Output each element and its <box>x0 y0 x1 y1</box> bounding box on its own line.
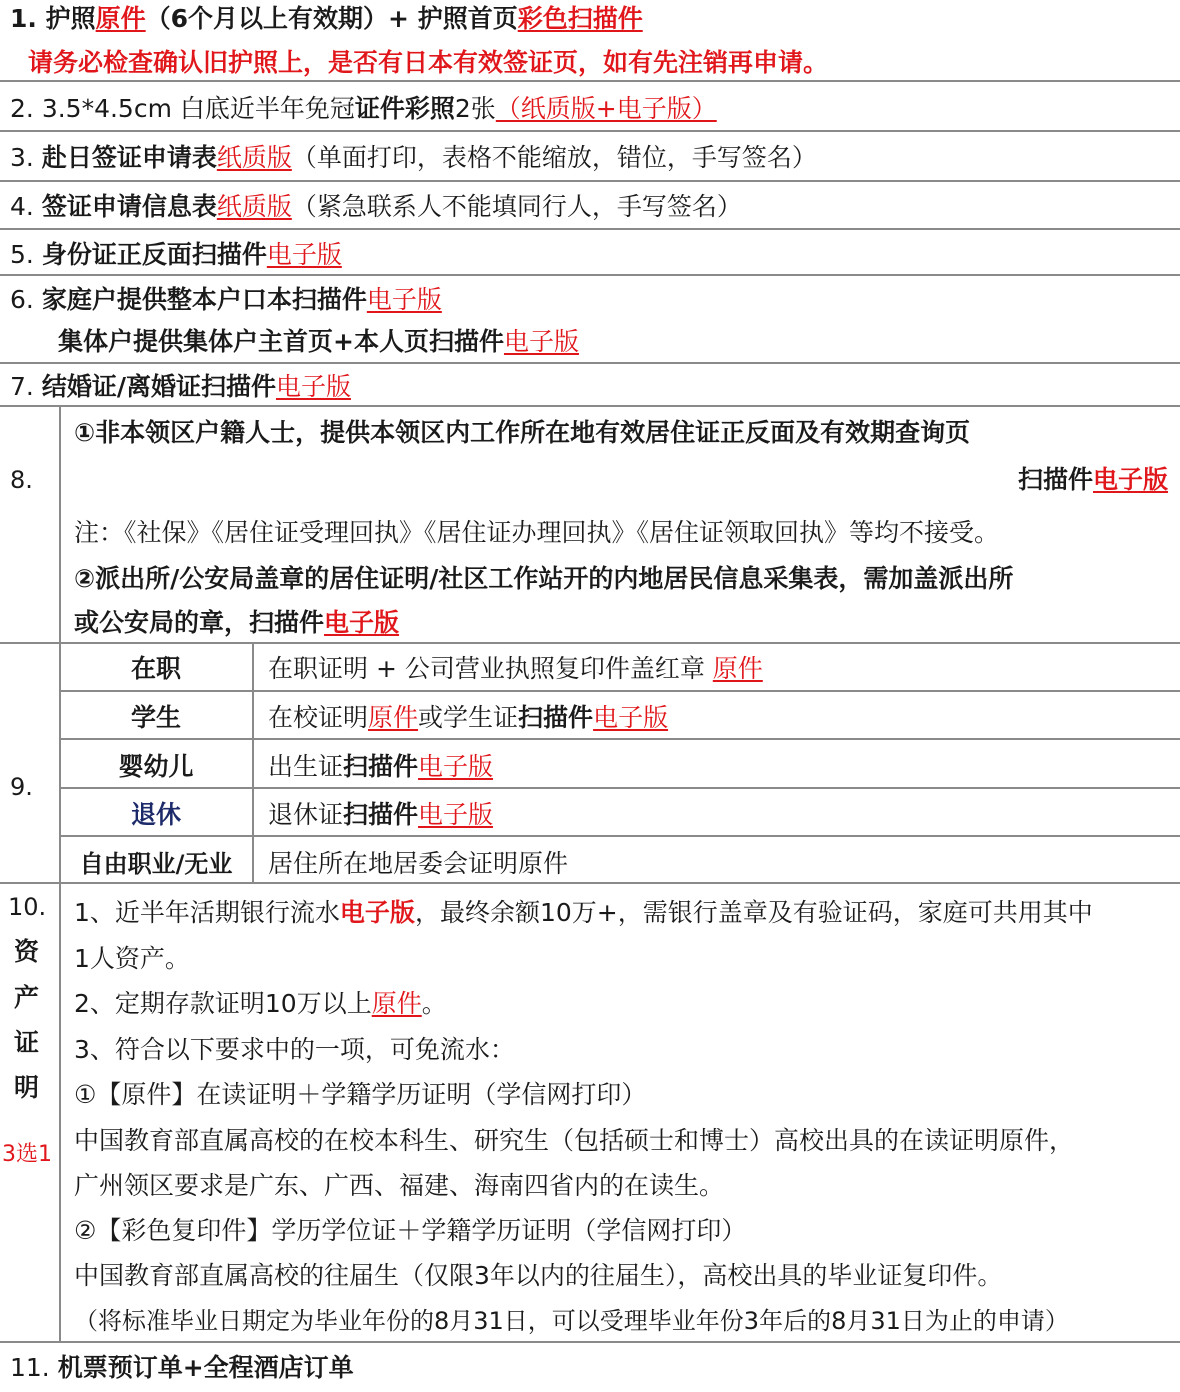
row-desc: 在校证明 <box>268 703 369 732</box>
item-1-warning: 请务必检查确认旧护照上，是否有日本有效签证页，如有先注销再申请。 <box>28 48 829 77</box>
item-10-line-3 <box>74 987 447 1021</box>
item-8-line-5 <box>74 606 399 640</box>
item-8-line-4: ②派出所/公安局盖章的居住证明/社区工作站开的内地居民信息采集表，需加盖派出所 <box>74 564 1014 593</box>
item-1-line <box>10 2 643 36</box>
item-3 <box>10 141 817 175</box>
item-10-line-9: 中国教育部直属高校的往届生（仅限3年以内的往届生），高校出具的毕业证复印件。 <box>74 1261 1003 1290</box>
item-2-photo: 证件彩照 <box>354 94 455 123</box>
category-freelance: 自由职业/无业 <box>79 850 233 878</box>
item-8-text-5: 或公安局的章，扫描件 <box>74 608 325 637</box>
item-10-line-8: ②【彩色复印件】学历学位证＋学籍学历证明（学信网打印） <box>74 1216 747 1245</box>
label-char: 证 <box>14 1028 40 1057</box>
item-number: 3. <box>10 143 34 172</box>
item-4-note: （紧急联系人不能填同行人，手写签名） <box>291 192 742 221</box>
item-number: 8. <box>10 466 33 494</box>
category-employed: 在职 <box>130 654 181 683</box>
item-4-text: 签证申请信息表 <box>41 192 217 221</box>
row-desc: 在职证明 + 公司营业执照复印件盖红章 <box>268 654 713 683</box>
row-divider <box>60 835 1180 837</box>
divider <box>0 228 1180 230</box>
row-divider <box>60 690 1180 692</box>
original-tag: 原件 <box>368 703 419 732</box>
electronic-tag: 电子版 <box>339 898 415 927</box>
item-6-line-1 <box>10 283 442 317</box>
electronic-tag: 电子版 <box>593 703 669 732</box>
row-desc: 出生证 <box>268 752 344 781</box>
label-char: 产 <box>14 983 40 1012</box>
item-3-note: （单面打印，表格不能缩放，错位，手写签名） <box>291 143 817 172</box>
row-divider <box>60 787 1180 789</box>
item-number: 11. <box>10 1353 50 1382</box>
divider <box>0 362 1180 364</box>
text: 2、定期存款证明10万以上 <box>74 989 372 1018</box>
scan-label: 扫描件 <box>518 703 594 732</box>
divider <box>0 80 1180 82</box>
item-1-text: 护照 <box>45 4 96 33</box>
item-10-line-10: （将标准毕业日期定为毕业年份的8月31日，可以受理毕业年份3年后的8月31日为止的申请） <box>74 1307 1069 1335</box>
item-6-text: 家庭户提供整本户口本扫描件 <box>41 285 367 314</box>
label-char: 明 <box>14 1073 40 1102</box>
paper-electronic-tag: （纸质版+电子版） <box>495 94 717 123</box>
item-8-note: 注：《社保》《居住证受理回执》《居住证办理回执》《居住证领取回执》等均不接受。 <box>74 518 1000 547</box>
item-number: 2. <box>10 94 34 123</box>
electronic-tag: 电子版 <box>275 372 351 401</box>
color-scan-tag: 彩色扫描件 <box>517 4 643 33</box>
row-text <box>268 701 668 735</box>
column-divider <box>252 642 254 882</box>
item-number: 7. <box>10 372 34 401</box>
item-10-line-4: 3、符合以下要求中的一项，可免流水： <box>74 1035 515 1064</box>
row-text <box>268 652 763 686</box>
text: 1、近半年活期银行流水 <box>74 898 340 927</box>
item-5 <box>10 238 342 272</box>
row-text <box>268 798 493 832</box>
column-divider <box>59 405 61 643</box>
divider <box>0 180 1180 182</box>
divider <box>0 405 1180 407</box>
category-infant: 婴幼儿 <box>118 752 194 781</box>
item-6-line-2 <box>58 325 579 359</box>
paper-tag: 纸质版 <box>216 192 292 221</box>
item-10-line-1 <box>74 896 1093 930</box>
item-3-text: 赴日签证申请表 <box>41 143 217 172</box>
item-5-text: 身份证正反面扫描件 <box>41 240 267 269</box>
row-text <box>268 750 493 784</box>
divider <box>0 274 1180 276</box>
column-divider <box>59 882 61 1342</box>
electronic-tag: 电子版 <box>418 800 494 829</box>
item-10-line-7: 广州领区要求是广东、广西、福建、海南四省内的在读生。 <box>74 1171 725 1200</box>
item-10-line-6: 中国教育部直属高校的在校本科生、研究生（包括硕士和博士）高校出具的在读证明原件， <box>74 1126 1075 1155</box>
item-number: 6. <box>10 285 34 314</box>
scan-label: 扫描件 <box>343 752 419 781</box>
electronic-tag: 电子版 <box>1093 465 1169 494</box>
original-tag: 原件 <box>371 989 422 1018</box>
item-number: 9. <box>10 773 33 801</box>
row-desc-2: 或学生证 <box>418 703 519 732</box>
item-11-text: 机票预订单+全程酒店订单 <box>57 1353 354 1382</box>
electronic-tag: 电子版 <box>266 240 342 269</box>
label-char: 资 <box>14 937 40 966</box>
text: 。 <box>421 989 447 1018</box>
item-2-count: 2张 <box>454 94 496 123</box>
item-number: 1. <box>10 4 37 33</box>
item-2 <box>10 92 717 126</box>
item-11 <box>10 1351 354 1385</box>
item-7 <box>10 370 351 404</box>
category-student: 学生 <box>130 703 181 732</box>
item-number: 10. <box>8 893 47 921</box>
electronic-tag: 电子版 <box>366 285 442 314</box>
item-7-text: 结婚证/离婚证扫描件 <box>41 372 276 401</box>
category-retired: 退休 <box>130 800 181 829</box>
choose-one-label: 3选1 <box>2 1142 52 1167</box>
item-1-validity: （6个月以上有效期）+ 护照首页 <box>145 4 518 33</box>
item-6-text-2: 集体户提供集体户主首页+本人页扫描件 <box>58 327 504 356</box>
divider <box>0 130 1180 132</box>
scan-label: 扫描件 <box>1018 465 1094 494</box>
row-desc: 退休证 <box>268 800 344 829</box>
row-text: 居住所在地居委会证明原件 <box>268 849 569 878</box>
original-tag: 原件 <box>712 654 763 683</box>
scan-label: 扫描件 <box>343 800 419 829</box>
divider <box>0 1341 1180 1343</box>
item-4 <box>10 190 742 224</box>
divider <box>0 882 1180 884</box>
paper-tag: 纸质版 <box>216 143 292 172</box>
item-10-line-2: 1人资产。 <box>74 944 190 973</box>
item-2-text: 3.5*4.5cm 白底近半年免冠 <box>41 94 355 123</box>
original-tag: 原件 <box>95 4 146 33</box>
electronic-tag: 电子版 <box>503 327 579 356</box>
item-10-line-5: ①【原件】在读证明＋学籍学历证明（学信网打印） <box>74 1080 647 1109</box>
electronic-tag: 电子版 <box>418 752 494 781</box>
text: ，最终余额10万+，需银行盖章及有验证码，家庭可共用其中 <box>414 898 1093 927</box>
item-8-line-1: ①非本领区户籍人士，提供本领区内工作所在地有效居住证正反面及有效期查询页 <box>74 418 971 447</box>
item-number: 5. <box>10 240 34 269</box>
item-8-line-2 <box>1018 463 1168 497</box>
item-number: 4. <box>10 192 34 221</box>
divider <box>0 642 1180 644</box>
row-divider <box>60 738 1180 740</box>
electronic-tag: 电子版 <box>324 608 400 637</box>
